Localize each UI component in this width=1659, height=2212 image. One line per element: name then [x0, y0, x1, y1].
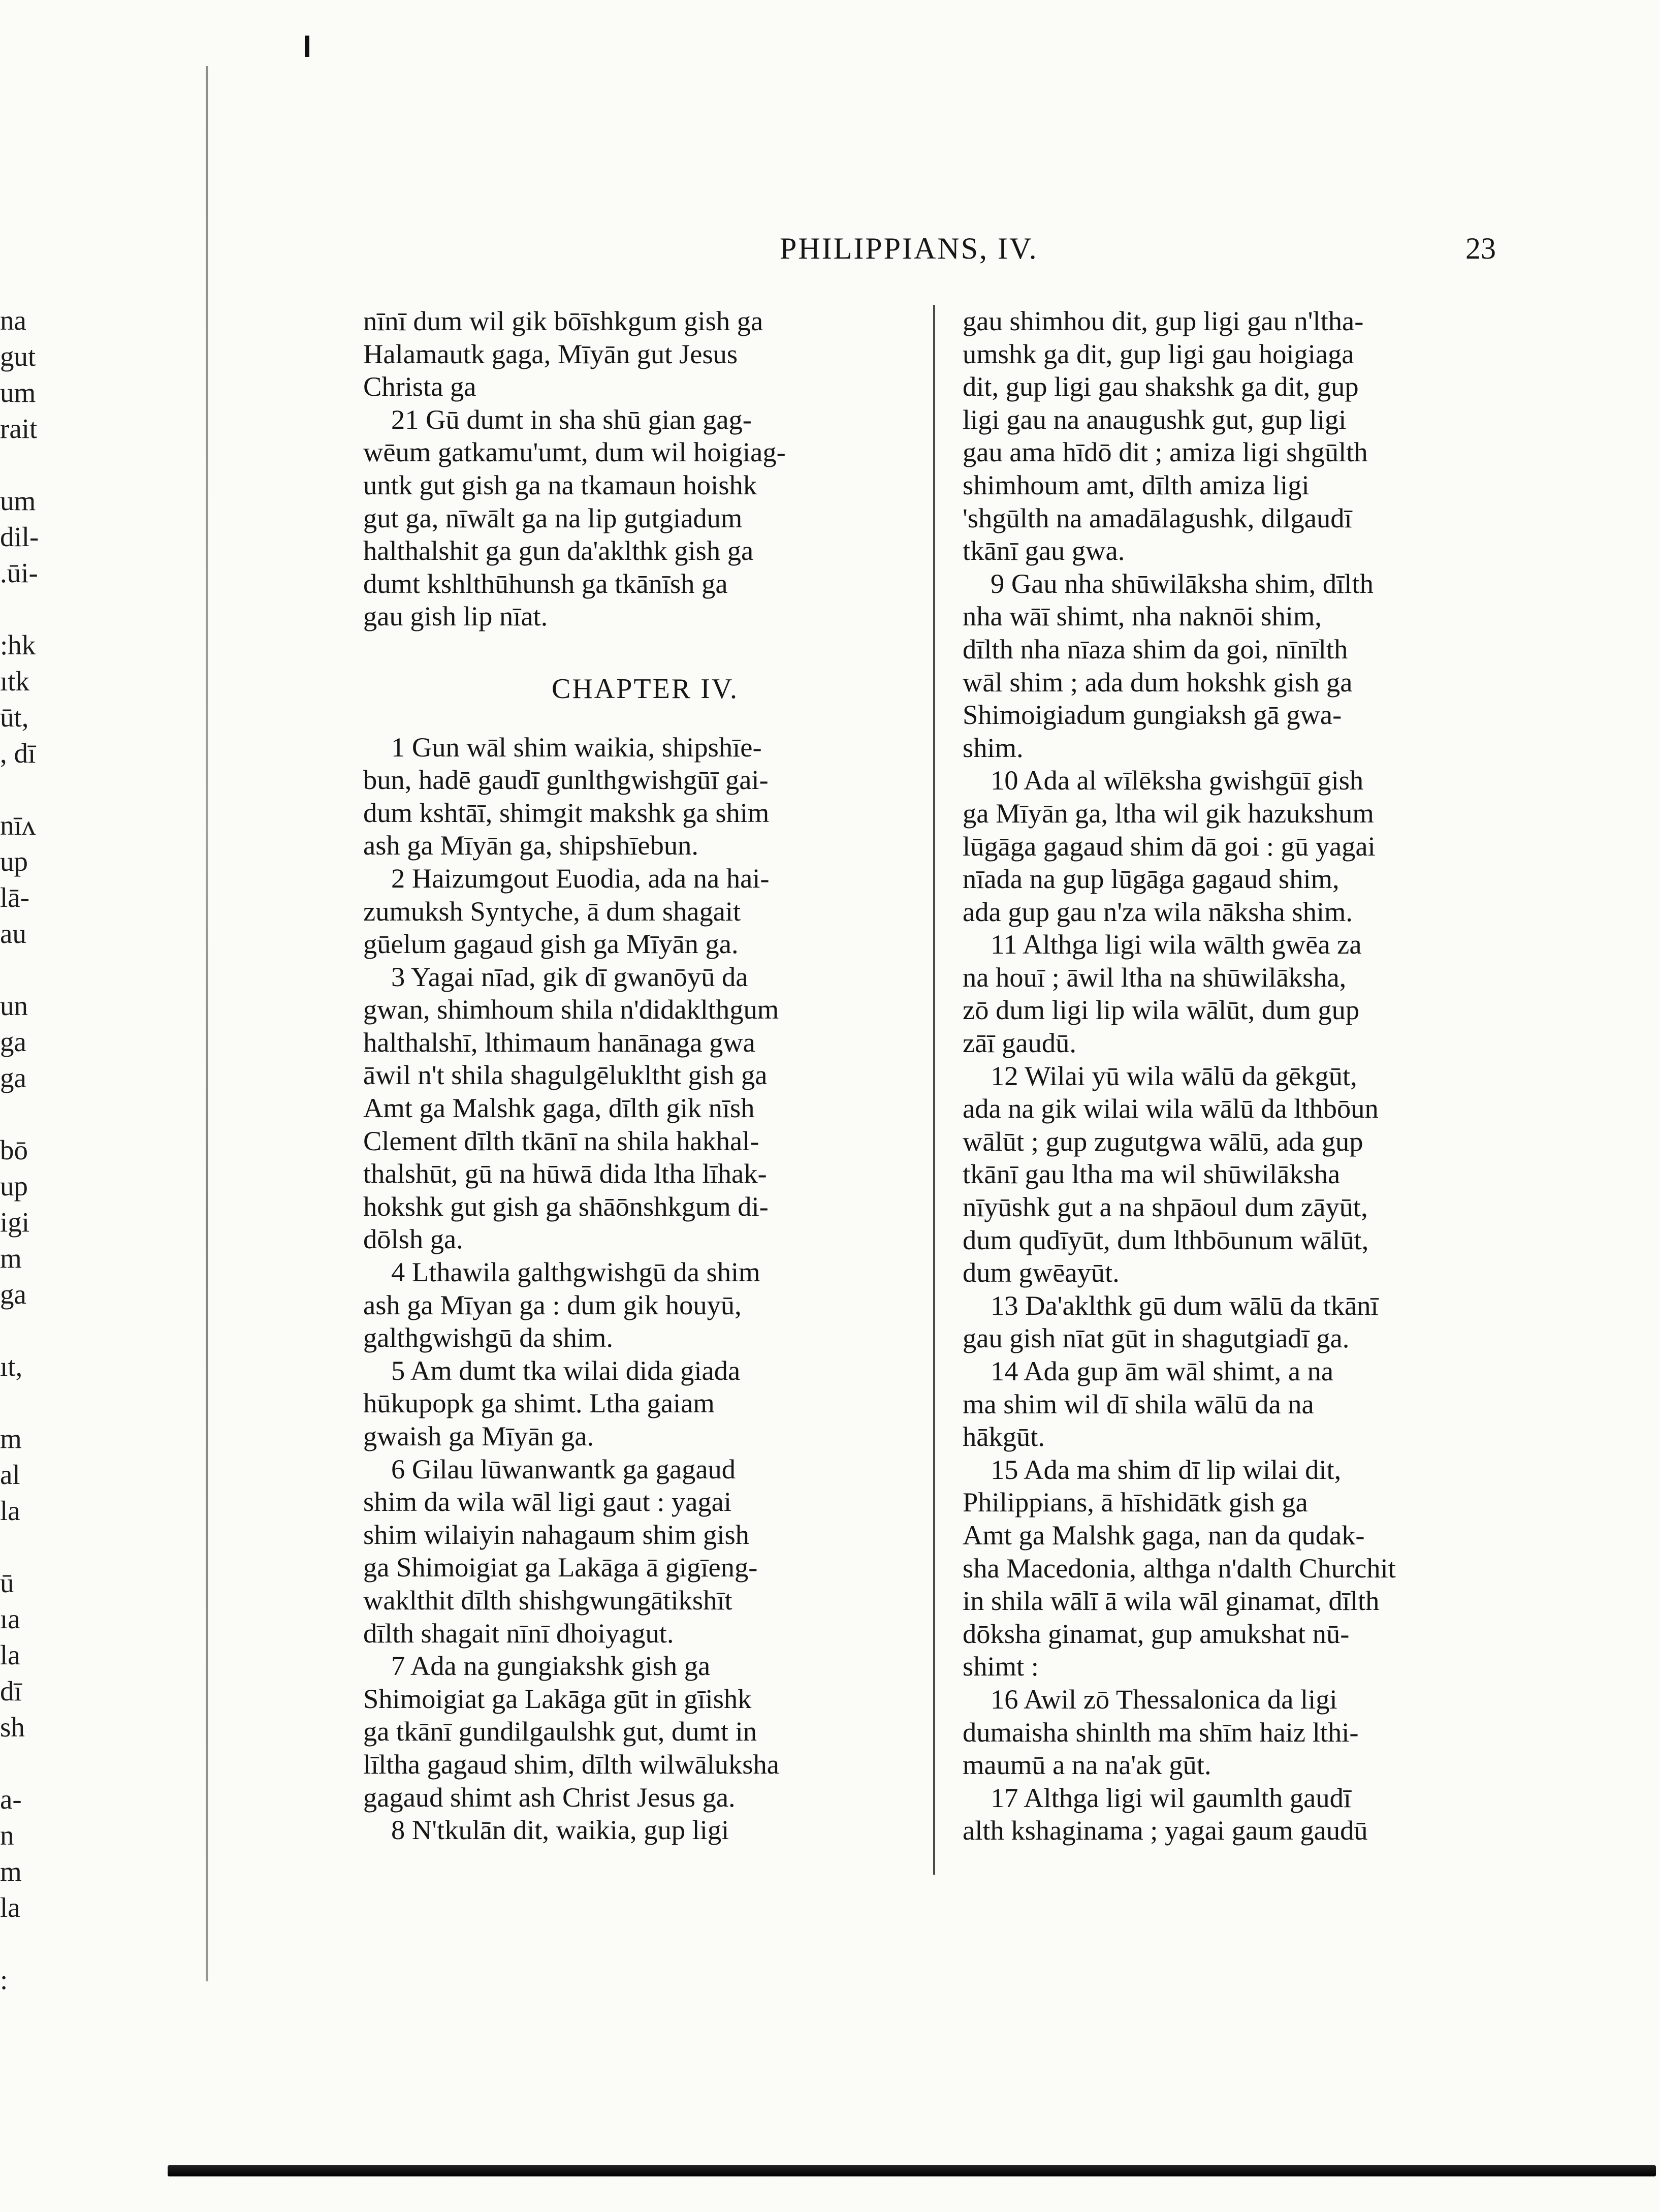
text-line: galthgwishgū da shim. [363, 1322, 613, 1353]
text-line: hokshk gut gish ga shāōnshkgum di- [363, 1190, 769, 1222]
bleed-fragment [0, 1745, 61, 1781]
text-line: Shimoigiadum gungiaksh gā gwa- [963, 699, 1342, 731]
bleed-fragment: ga [0, 1279, 26, 1310]
bleed-fragment: :hk [0, 629, 36, 660]
text-line: ga tkānī gundilgaulshk gut, dumt in [363, 1716, 757, 1747]
verse [363, 961, 927, 1256]
bleed-fragment: , dī [0, 738, 36, 769]
text-line: gau gish nīat gūt in shagutgiadī ga. [963, 1322, 1350, 1354]
bleed-fragment: la [0, 1639, 20, 1670]
text-line: Shimoigiat ga Lakāga gūt in gīishk [363, 1683, 752, 1714]
verse [963, 764, 1529, 928]
bleed-fragment [0, 1384, 61, 1420]
text-line: nha wāī shimt, nha naknōi shim, [963, 601, 1322, 632]
bleed-fragment [0, 591, 61, 627]
bleed-fragment: gut [0, 341, 36, 372]
text-line: gau ama hīdō dit ; amiza ligi shgūlth [963, 436, 1368, 468]
text-line: gwaish ga Mīyān ga. [363, 1420, 594, 1451]
verse [363, 862, 927, 961]
bleed-fragment: n [0, 1820, 14, 1851]
text-line: Amt ga Malshk gaga, nan da qudak- [963, 1519, 1365, 1551]
text-line: zumuksh Syntyche, ā dum shagait [363, 895, 741, 927]
text-line: dīlth shagait nīnī dhoiyagut. [363, 1617, 674, 1649]
bleed-fragment: ūt, [0, 702, 29, 733]
bleed-fragment [0, 952, 61, 988]
text-line: 7 Ada na gungiakshk gish ga [391, 1650, 711, 1682]
text-line: dōlsh ga. [363, 1223, 463, 1255]
text-line: ada na gik wilai wila wālū da lthbōun [963, 1093, 1379, 1124]
bleed-fragment: up [0, 1171, 28, 1202]
text-line: gut ga, nīwālt ga na lip gutgiadum [363, 502, 743, 533]
bleed-fragment: la [0, 1892, 20, 1923]
text-line: 'shgūlth na amadālagushk, dilgaudī [963, 502, 1352, 533]
bleed-fragment: la [0, 1495, 20, 1526]
bleed-fragment: ıtk [0, 666, 30, 697]
text-line: ma shim wil dī shila wālū da na [963, 1388, 1314, 1419]
verse [363, 1354, 927, 1453]
text-line: maumū a na na'ak gūt. [963, 1749, 1211, 1781]
bleed-fragment: m [0, 1856, 22, 1887]
bleed-fragment [0, 1096, 61, 1132]
bleed-fragment: ga [0, 1062, 26, 1093]
binding-gutter [206, 66, 208, 1981]
text-line: ada gup gau n'za wila nāksha shim. [963, 896, 1353, 927]
column-rule [933, 305, 935, 1875]
bleed-fragment: um [0, 485, 36, 516]
text-line: hākgūt. [963, 1421, 1045, 1452]
left-column [363, 305, 927, 1847]
text-line: halthalshit ga gun da'aklthk gish ga [363, 535, 754, 566]
text-line: dum gwēayūt. [963, 1257, 1120, 1288]
text-line: wēum gatkamu'umt, dum wil hoigiag- [363, 436, 786, 468]
text-line: 3 Yagai nīad, gik dī gwanōyū da [391, 961, 748, 992]
text-line: 1 Gun wāl shim waikia, shipshīe- [391, 731, 762, 763]
text-line: gagaud shimt ash Christ Jesus ga. [363, 1781, 736, 1813]
verse [963, 1453, 1529, 1683]
text-line: 9 Gau nha shūwilāksha shim, dīlth [991, 567, 1374, 599]
bleed-fragment: au [0, 918, 26, 949]
text-line: 12 Wilai yū wila wālū da gēkgūt, [991, 1060, 1357, 1091]
continued-verse-20 [363, 305, 927, 403]
text-line: ash ga Mīyan ga : dum gik houyū, [363, 1289, 742, 1320]
verse [963, 305, 1529, 567]
right-column [963, 305, 1529, 1847]
text-line: 5 Am dumt tka wilai dida giada [391, 1354, 741, 1386]
verse [963, 928, 1529, 1059]
text-line: 2 Haizumgout Euodia, ada na hai- [391, 862, 770, 894]
bleed-fragment [0, 447, 61, 483]
text-line: dum kshtāī, shimgit makshk ga shim [363, 797, 770, 828]
text-line: Christa ga [363, 371, 476, 402]
text-line: dum qudīyūt, dum lthbōunum wālūt, [963, 1224, 1369, 1255]
text-line: 10 Ada al wīlēksha gwishgūī gish [991, 765, 1364, 796]
text-line: 4 Lthawila galthgwishgū da shim [391, 1256, 760, 1288]
page-bottom-edge [168, 2165, 1656, 2176]
verse [363, 1650, 927, 1814]
bleed-fragment: bō [0, 1134, 28, 1165]
text-line: gau gish lip nīat. [363, 601, 548, 632]
text-line: shim. [963, 732, 1024, 763]
text-line: sha Macedonia, althga n'dalth Churchit [963, 1552, 1396, 1584]
text-line: 8 N'tkulān dit, waikia, gup ligi [391, 1814, 729, 1846]
text-line: dōksha ginamat, gup amukshat nū- [963, 1618, 1350, 1649]
bleed-fragment: up [0, 846, 28, 877]
text-line: alth kshaginama ; yagai gaum gaudū [963, 1815, 1368, 1846]
bleed-fragment: lā- [0, 882, 30, 913]
text-line: tkānī gau ltha ma wil shūwilāksha [963, 1158, 1341, 1190]
verse [963, 1782, 1529, 1847]
text-line: nīada na gup lūgāga gagaud shim, [963, 863, 1339, 895]
verse [963, 1060, 1529, 1289]
page-number: 23 [1465, 232, 1496, 265]
running-head: PHILIPPIANS, IV. [780, 232, 1038, 265]
bleed-fragment: un [0, 990, 28, 1021]
bleed-fragment: ū [0, 1567, 14, 1598]
bleed-fragment: nīʌ [0, 810, 36, 841]
bleed-fragment: m [0, 1243, 22, 1274]
verse [963, 567, 1529, 765]
bleed-fragment: a- [0, 1784, 22, 1815]
text-line: thalshūt, gū na hūwā dida ltha līhak- [363, 1158, 767, 1189]
verse [963, 1683, 1529, 1782]
text-line: dīlth nha nīaza shim da goi, nīnīlth [963, 633, 1348, 665]
bleed-fragment: um [0, 377, 36, 408]
text-line: 13 Da'aklthk gū dum wālū da tkānī [991, 1289, 1379, 1321]
text-line: Amt ga Malshk gaga, dīlth gik nīsh [363, 1092, 755, 1124]
text-line: gūelum gagaud gish ga Mīyān ga. [363, 928, 739, 960]
text-line: Clement dīlth tkānī na shila hakhal- [363, 1125, 759, 1156]
text-line: waklthit dīlth shishgwungātikshīt [363, 1584, 732, 1616]
text-line: nīnī dum wil gik bōīshkgum gish ga [363, 305, 763, 336]
text-line: Halamautk gaga, Mīyān gut Jesus [363, 338, 738, 369]
bleed-fragment [0, 1312, 61, 1348]
text-line: wālūt ; gup zugutgwa wālū, ada gup [963, 1125, 1363, 1157]
text-line: ligi gau na anaugushk gut, gup ligi [963, 403, 1347, 435]
text-line: līltha gagaud shim, dīlth wilwāluksha [363, 1748, 779, 1780]
text-line: bun, hadē gaudī gunlthgwishgūī gai- [363, 764, 769, 796]
text-line: 6 Gilau lūwanwantk ga gagaud [391, 1453, 736, 1484]
text-line: 21 Gū dumt in sha shū gian gag- [391, 403, 752, 435]
text-line: in shila wālī ā wila wāl ginamat, dīlth [963, 1585, 1380, 1617]
bleed-fragment: ga [0, 1026, 26, 1057]
text-line: dit, gup ligi gau shakshk ga dit, gup [963, 371, 1359, 402]
text-line: zō dum ligi lip wila wālūt, dum gup [963, 994, 1360, 1026]
text-line: tkānī gau gwa. [963, 535, 1125, 566]
bleed-fragment: rait [0, 413, 38, 444]
text-line: wāl shim ; ada dum hokshk gish ga [963, 666, 1353, 698]
bleed-fragment: ıa [0, 1603, 20, 1634]
text-line: gwan, shimhoum shila n'didaklthgum [363, 994, 779, 1025]
text-line: halthalshī, lthimaum hanānaga gwa [363, 1026, 755, 1058]
bleed-fragment: : [0, 1964, 8, 1995]
verse [363, 1256, 927, 1354]
text-line: 16 Awil zō Thessalonica da ligi [991, 1683, 1337, 1715]
text-line: dumt kshlthūhunsh ga tkānīsh ga [363, 567, 728, 599]
text-line: āwil n't shila shagulgēlukltht gish ga [363, 1059, 768, 1091]
verse [963, 1355, 1529, 1453]
bleed-fragment: ıt, [0, 1351, 23, 1382]
verse [363, 731, 927, 862]
text-line: ga Mīyān ga, ltha wil gik hazukshum [963, 797, 1374, 829]
text-line: untk gut gish ga na tkamaun hoishk [363, 469, 757, 500]
left-verses [363, 731, 927, 1847]
text-line: 15 Ada ma shim dī lip wilai dit, [991, 1453, 1342, 1485]
text-line: nīyūshk gut a na shpāoul dum zāyūt, [963, 1191, 1368, 1223]
facing-page-bleed-through [0, 302, 61, 1998]
bleed-fragment: sh [0, 1712, 25, 1743]
verse [363, 1453, 927, 1650]
bleed-fragment: dil- [0, 521, 39, 552]
text-line: na houī ; āwil ltha na shūwilāksha, [963, 961, 1347, 993]
text-line: 14 Ada gup ām wāl shimt, a na [991, 1355, 1334, 1386]
verse [363, 1814, 927, 1847]
bleed-fragment [0, 1529, 61, 1565]
bleed-fragment: .ūi- [0, 557, 38, 588]
margin-mark [305, 36, 309, 57]
verse [963, 1289, 1529, 1355]
bleed-fragment [0, 771, 61, 807]
text-line: shimt : [963, 1651, 1039, 1682]
text-line: Philippians, ā hīshidātk gish ga [963, 1487, 1308, 1518]
text-line: zāī gaudū. [963, 1027, 1076, 1059]
chapter-heading: CHAPTER IV. [551, 673, 739, 705]
text-line: lūgāga gagaud shim dā goi : gū yagai [963, 830, 1376, 862]
text-line: shim wilaiyin nahagaum shim gish [363, 1519, 749, 1550]
bleed-fragment [0, 1925, 61, 1962]
bleed-fragment: igi [0, 1207, 30, 1238]
text-line: gau shimhou dit, gup ligi gau n'ltha- [963, 305, 1364, 336]
text-line: hūkupopk ga shimt. Ltha gaiam [363, 1387, 715, 1419]
text-line: shim da wila wāl ligi gaut : yagai [363, 1486, 731, 1518]
text-line: ash ga Mīyān ga, shipshīebun. [363, 830, 698, 861]
bleed-fragment: dī [0, 1676, 22, 1707]
text-line: 11 Althga ligi wila wālth gwēa za [991, 929, 1362, 960]
text-line: shimhoum amt, dīlth amiza ligi [963, 469, 1310, 500]
bleed-fragment: al [0, 1459, 20, 1490]
text-line: ga Shimoigiat ga Lakāga ā gigīeng- [363, 1552, 758, 1583]
verse-21 [363, 403, 927, 633]
bleed-fragment: m [0, 1423, 22, 1454]
text-line: dumaisha shinlth ma shīm haiz lthi- [963, 1716, 1359, 1748]
bleed-fragment: na [0, 305, 26, 336]
text-line: umshk ga dit, gup ligi gau hoigiaga [963, 338, 1354, 369]
text-line: 17 Althga ligi wil gaumlth gaudī [991, 1782, 1351, 1813]
